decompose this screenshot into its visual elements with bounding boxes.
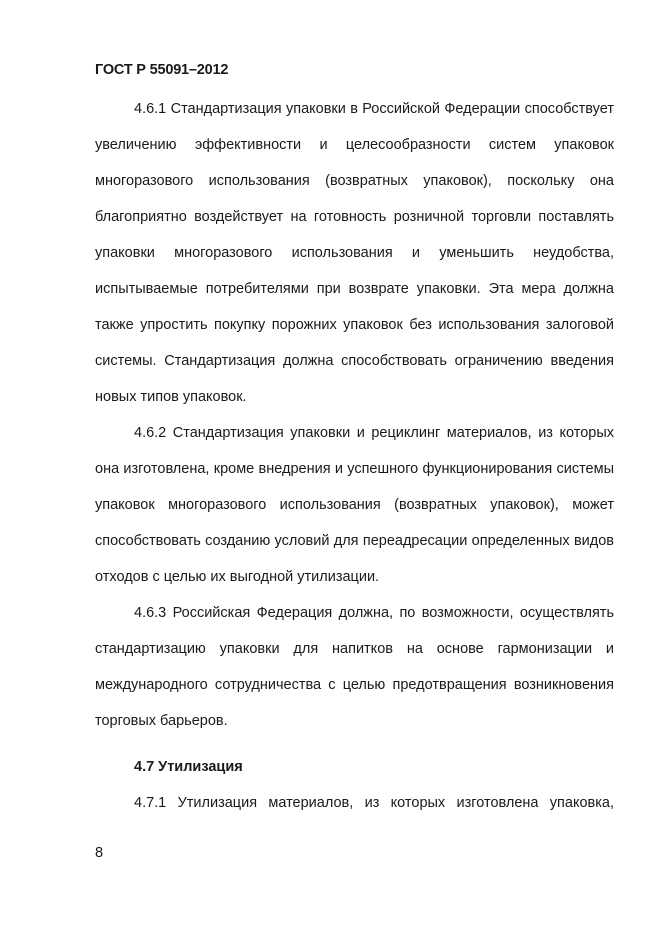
section-heading-4-7: 4.7 Утилизация (134, 759, 243, 775)
paragraph-4-6-2: 4.6.2 Стандартизация упаковки и рециклинг материалов, из которых она изготовлена, кроме внедрения и успешного функционирования системы упаковок многоразового использования (возвратных упаковок), может способствовать созданию условий для переадресации определенных видов отходов с целью их выгодной утилизации. (95, 425, 614, 585)
document-body (95, 91, 614, 821)
paragraph-4-7-1-start: 4.7.1 Утилизация материалов, из которых изготовлена упаковка, (134, 795, 614, 811)
paragraph-4-6-3: 4.6.3 Российская Федерация должна, по возможности, осуществлять стандартизацию упаковки для напитков на основе гармонизации и международного сотрудничества с целью предотвращения возникновения торговых барьеров. (95, 605, 614, 729)
page-number: 8 (95, 845, 104, 861)
document-code-header: ГОСТ Р 55091–2012 (95, 62, 229, 78)
paragraph-4-6-1: 4.6.1 Стандартизация упаковки в Российской Федерации способствует увеличению эффективности и целесообразности систем упаковок многоразового использования (возвратных упаковок), поскольку она благоприятно воздействует на готовность розничной торговли поставлять упаковки многоразового использования и уменьшить неудобства, испытываемые потребителями при возврате упаковки. Эта мера должна также упростить покупку порожних упаковок без использования залоговой системы. Стандартизация должна способствовать ограничению введения новых типов упаковок. (95, 101, 614, 405)
